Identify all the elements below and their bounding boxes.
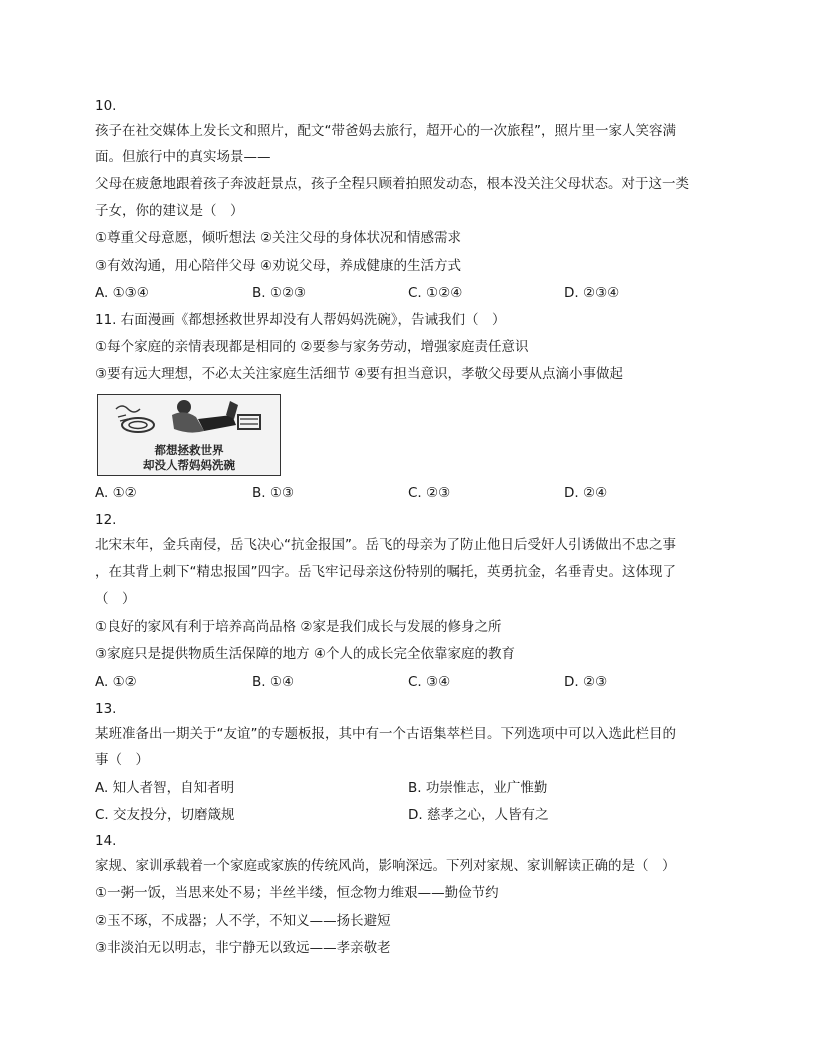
q10-stem-line-3: 父母在疲惫地跟着孩子奔波赶景点，孩子全程只顾着拍照发动态，根本没关注父母状态。对于这一类 <box>95 176 689 192</box>
q11-item-line-2: ③要有远大理想，不必太关注家庭生活细节 ④要有担当意识，孝敬父母要从点滴小事做起 <box>95 366 623 382</box>
q11-option-d[interactable]: D. ②④ <box>564 485 608 501</box>
q13-option-b[interactable]: B. 功崇惟志，业广惟勤 <box>408 780 548 796</box>
cartoon-caption-2: 却没人帮妈妈洗碗 <box>143 458 235 472</box>
q13-option-a[interactable]: A. 知人者智，自知者明 <box>95 780 235 796</box>
q12-stem-line-2: ，在其背上刺下“精忠报国”四字。岳飞牢记母亲这份特别的嘱托，英勇抗金，名垂青史。这体现了 <box>95 564 676 580</box>
cartoon-caption-1: 都想拯救世界 <box>154 443 224 457</box>
q14-item-line-1: ①一粥一饭，当思来处不易；半丝半缕，恒念物力维艰——勤俭节约 <box>95 885 499 901</box>
q10-item-line-1: ①尊重父母意愿，倾听想法 ②关注父母的身体状况和情感需求 <box>95 230 461 246</box>
q10-stem-line-1: 孩子在社交媒体上发长文和照片，配文“带爸妈去旅行，超开心的一次旅程”，照片里一家人笑容满 <box>95 123 676 139</box>
q10-options <box>95 283 735 303</box>
q12-item-line-1: ①良好的家风有利于培养高尚品格 ②家是我们成长与发展的修身之所 <box>95 619 502 635</box>
q13-stem-line-2: 事（ ） <box>95 752 149 768</box>
q10-option-d[interactable]: D. ②③④ <box>564 285 620 301</box>
q14-number: 14. <box>95 833 117 849</box>
q12-option-c[interactable]: C. ③④ <box>408 674 451 690</box>
q10-number: 10. <box>95 98 117 114</box>
q10-option-b[interactable]: B. ①②③ <box>252 285 307 301</box>
q14-stem: 家规、家训承载着一个家庭或家族的传统风尚，影响深远。下列对家规、家训解读正确的是（ ） <box>95 858 676 874</box>
cartoon-image <box>97 394 281 476</box>
q12-stem-line-1: 北宋末年，金兵南侵，岳飞决心“抗金报国”。岳飞的母亲为了防止他日后受奸人引诱做出不忠之事 <box>95 537 676 553</box>
q12-stem-line-3: （ ） <box>95 591 136 607</box>
q11-option-a[interactable]: A. ①② <box>95 485 137 501</box>
q14-item-line-3: ③非淡泊无以明志，非宁静无以致远——孝亲敬老 <box>95 940 391 956</box>
q10-item-line-2: ③有效沟通，用心陪伴父母 ④劝说父母，养成健康的生活方式 <box>95 258 461 274</box>
q10-option-a[interactable]: A. ①③④ <box>95 285 149 301</box>
q10-stem-line-4: 子女，你的建议是（ ） <box>95 203 244 219</box>
q13-option-d[interactable]: D. 慈孝之心，人皆有之 <box>408 807 549 823</box>
q11-item-line-1: ①每个家庭的亲情表现都是相同的 ②要参与家务劳动，增强家庭责任意识 <box>95 339 529 355</box>
q13-options-row-1 <box>95 778 735 798</box>
q10-option-c[interactable]: C. ①②④ <box>408 285 463 301</box>
q12-options <box>95 672 735 692</box>
q12-option-a[interactable]: A. ①② <box>95 674 137 690</box>
q11-stem: 11. 右面漫画《都想拯救世界却没有人帮妈妈洗碗》，告诫我们（ ） <box>95 312 506 328</box>
q12-number: 12. <box>95 512 117 528</box>
q12-item-line-2: ③家庭只是提供物质生活保障的地方 ④个人的成长完全依靠家庭的教育 <box>95 646 515 662</box>
q12-option-d[interactable]: D. ②③ <box>564 674 608 690</box>
q11-option-b[interactable]: B. ①③ <box>252 485 295 501</box>
q10-stem-line-2: 面。但旅行中的真实场景—— <box>95 149 271 165</box>
q11-option-c[interactable]: C. ②③ <box>408 485 451 501</box>
q11-options <box>95 483 735 503</box>
q13-options-row-2 <box>95 805 735 825</box>
q13-stem-line-1: 某班准备出一期关于“友谊”的专题板报，其中有一个古语集萃栏目。下列选项中可以入选此栏目的 <box>95 726 676 742</box>
q13-option-c[interactable]: C. 交友投分，切磨箴规 <box>95 807 235 823</box>
q12-option-b[interactable]: B. ①④ <box>252 674 295 690</box>
q14-item-line-2: ②玉不琢，不成器；人不学，不知义——扬长避短 <box>95 913 391 929</box>
q13-number: 13. <box>95 701 117 717</box>
